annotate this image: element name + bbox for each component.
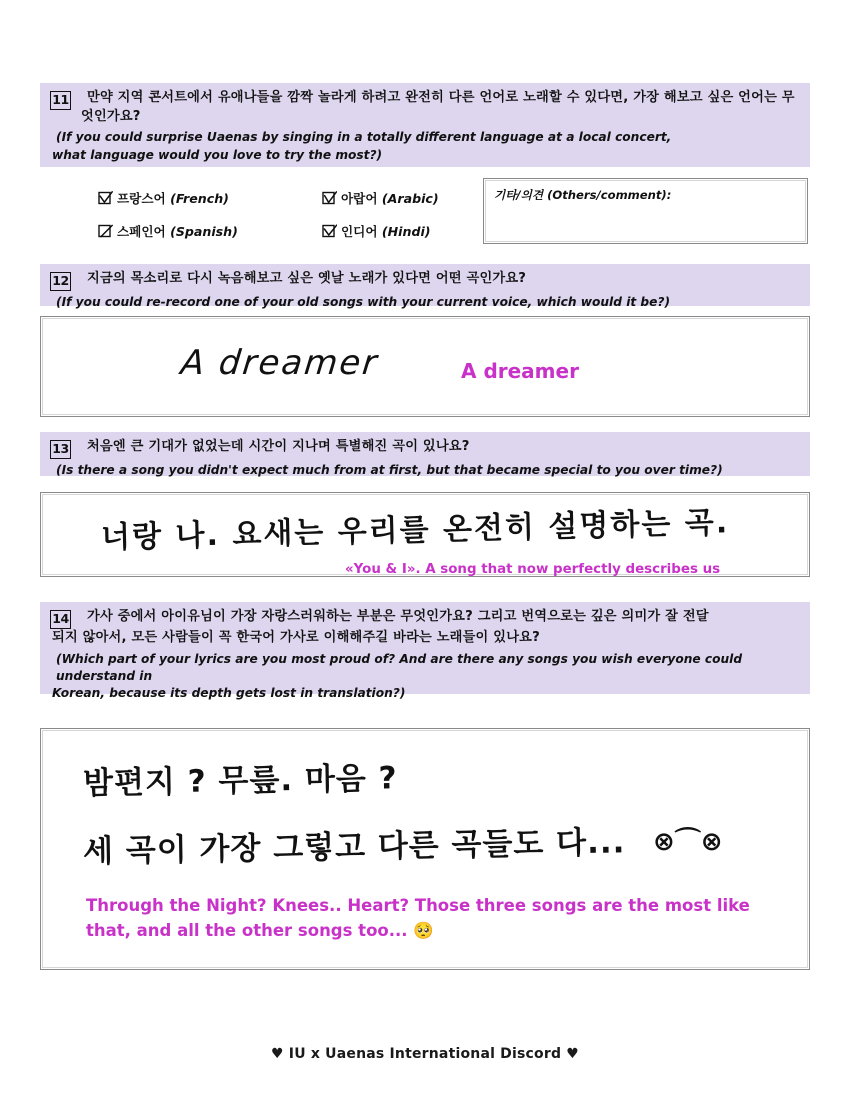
option-arabic[interactable] [322, 188, 439, 207]
option-french[interactable] [98, 188, 229, 207]
question-12-answer-box[interactable] [40, 316, 810, 417]
question-11-band [40, 83, 810, 167]
question-14-korean-line1: 가사 중에서 아이유님이 가장 자랑스러워하는 부분은 무엇인가요? 그리고 번역으로는 깊은 의미가 잘 전달 [87, 609, 709, 624]
question-14-translation-line1: Through the Night? Knees.. Heart? Those three songs are the most like [86, 896, 750, 915]
question-14-korean-line2: 되지 않아서, 모든 사람들이 꼭 한국어 가사로 이해해주길 바라는 노래들이 있나요? [52, 630, 540, 645]
option-arabic-label: 아랍어 (Arabic) [341, 191, 439, 206]
question-12-translation: A dreamer [461, 359, 579, 383]
question-14-english-line2: Korean, because its depth gets lost in translation?) [52, 686, 406, 701]
question-13-number: 13 [50, 440, 71, 459]
question-12-english-line1: (If you could re-record one of your old songs with your current voice, which would it be?) [56, 295, 671, 309]
checkbox-checked-icon[interactable] [98, 224, 113, 238]
others-comment-label: 기타/의견 (Others/comment): [494, 188, 672, 202]
question-12-handwriting: A dreamer [178, 343, 381, 383]
others-comment-box[interactable] [483, 178, 808, 244]
option-hindi-label: 인디어 (Hindi) [341, 224, 431, 239]
checkbox-checked-icon[interactable] [322, 224, 337, 238]
question-13-korean-text: 처음엔 큰 기대가 없었는데 시간이 지나며 특별해진 곡이 있나요? [87, 439, 470, 454]
option-spanish[interactable] [98, 221, 238, 240]
question-14-handwriting-line2: 세 곡이 가장 그렇고 다른 곡들도 다... [82, 824, 626, 870]
checkbox-checked-icon[interactable] [98, 191, 113, 205]
question-12-korean-text: 지금의 목소리로 다시 녹음해보고 싶은 옛날 노래가 있다면 어떤 곡인가요? [87, 271, 527, 286]
question-13-handwriting: 너랑 나. 요새는 우리를 온전히 설명하는 곡. [100, 505, 730, 556]
question-14-number: 14 [50, 610, 71, 629]
question-11-english-line2: what language would you love to try the most?) [52, 147, 383, 162]
page-footer: ♥ IU x Uaenas International Discord ♥ [270, 1046, 579, 1062]
question-12-number: 12 [50, 272, 71, 291]
question-14-handwritten-emoticon: ⊗⌒⊗ [653, 827, 723, 857]
option-spanish-label: 스페인어 (Spanish) [117, 224, 238, 239]
question-11-english-line1: (If you could surprise Uaenas by singing in a totally different language at a local concert, [56, 130, 672, 145]
question-13-english-line1: (Is there a song you didn't expect much from at first, but that became special to you over time?) [56, 463, 723, 477]
question-12-band [40, 264, 810, 309]
question-14-translation-line2: that, and all the other songs too... 🥺 [86, 921, 434, 940]
question-13-band [40, 432, 810, 476]
question-14-band [40, 602, 810, 701]
option-french-label: 프랑스어 (French) [117, 191, 229, 206]
option-hindi[interactable] [322, 221, 431, 240]
question-11-korean-text: 만약 지역 콘서트에서 유애나들을 깜짝 놀라게 하려고 완전히 다른 언어로 노래할 수 있다면, 가장 해보고 싶은 언어는 무엇인가요? [81, 90, 795, 124]
checkbox-checked-icon[interactable] [322, 191, 337, 205]
question-11-number: 11 [50, 91, 71, 110]
question-14-handwriting-line1: 밤편지 ? 무릎. 마음 ? [82, 760, 398, 802]
question-14-answer-box[interactable] [40, 728, 810, 970]
question-13-translation: «You & I». A song that now perfectly describes us [345, 562, 721, 577]
question-14-english-line1: (Which part of your lyrics are you most proud of? And are there any songs you wish everyone could understand in [56, 651, 743, 684]
